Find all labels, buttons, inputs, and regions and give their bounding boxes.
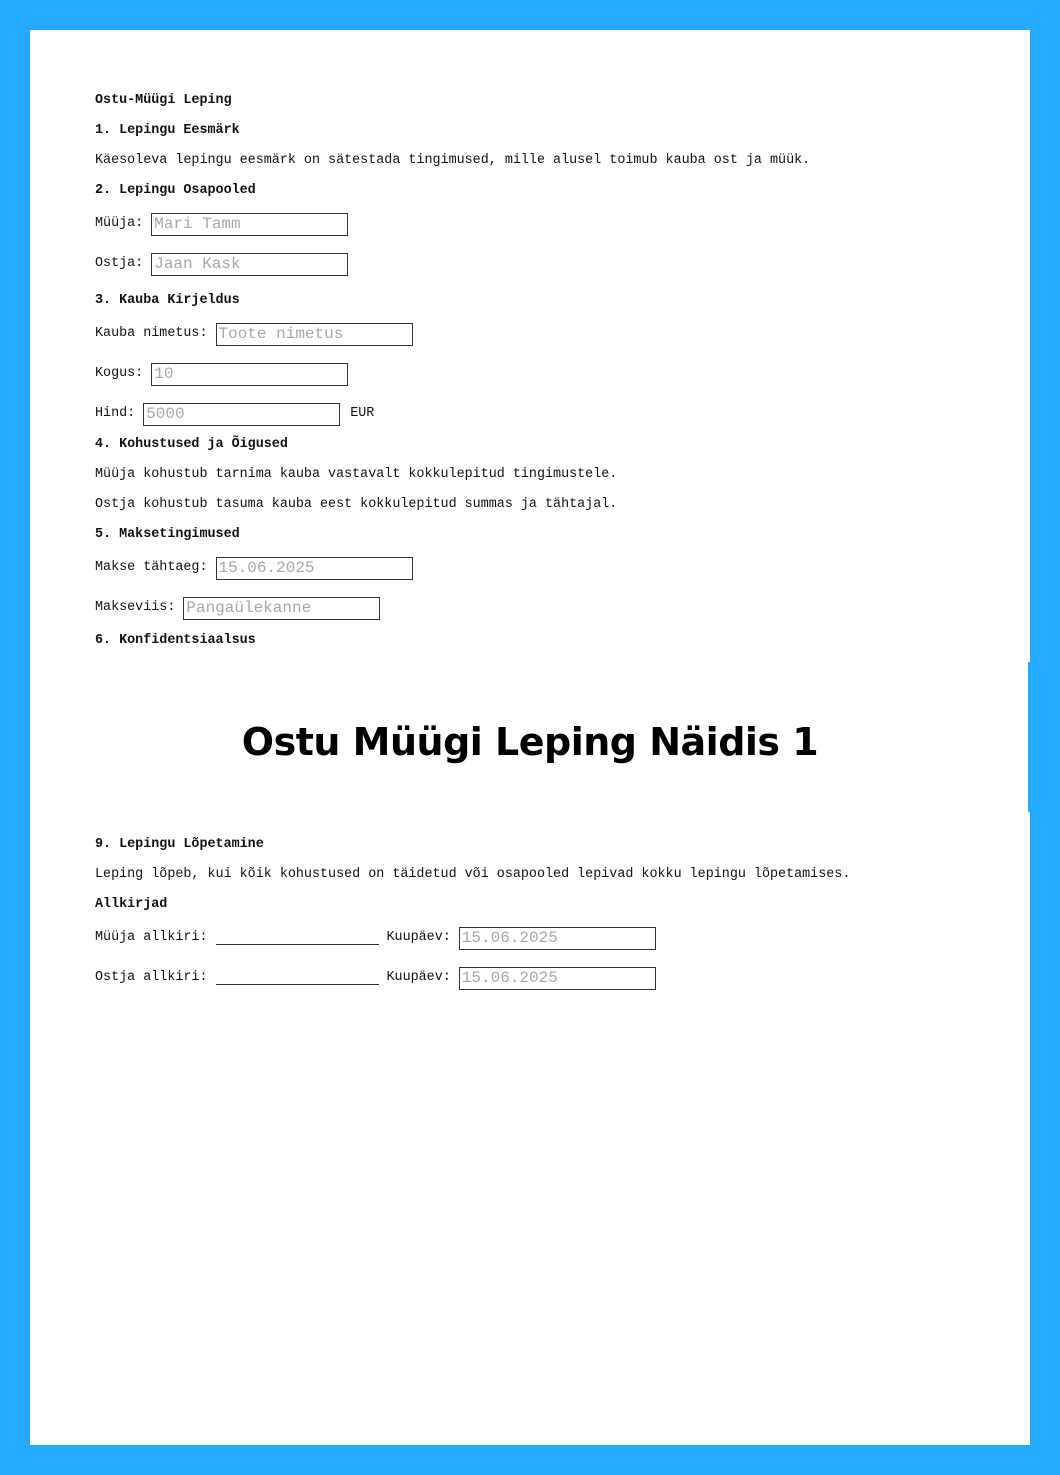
item-name-input[interactable] — [216, 323, 413, 346]
buyer-row — [95, 252, 995, 276]
buyer-signature-label: Ostja allkiri: — [95, 970, 208, 985]
seller-signature-row — [95, 926, 995, 950]
section-6-heading: 6. Konfidentsiaalsus — [95, 633, 256, 648]
price-input[interactable] — [143, 403, 340, 426]
seller-date-input[interactable] — [459, 927, 656, 950]
banner-edge — [1028, 662, 1030, 812]
price-row — [95, 402, 995, 426]
section-9-heading: 9. Lepingu Lõpetamine — [95, 837, 264, 852]
due-date-label: Makse tähtaeg: — [95, 560, 208, 575]
section-4-heading: 4. Kohustused ja Õigused — [95, 437, 288, 452]
due-date-input[interactable] — [216, 557, 413, 580]
signatures-heading: Allkirjad — [95, 897, 168, 912]
section-9-text: Leping lõpeb, kui kõik kohustused on täidetud või osapooled lepivad kokku lepingu lõpetamises. — [95, 867, 851, 882]
section-1-text: Käesoleva lepingu eesmärk on sätestada tingimused, mille alusel toimub kauba ost ja müük. — [95, 153, 811, 168]
banner-title: Ostu Müügi Leping Näidis 1 — [241, 720, 819, 764]
document-title: Ostu-Müügi Leping — [95, 93, 232, 108]
seller-input[interactable] — [151, 213, 348, 236]
section-4-text-1: Müüja kohustub tarnima kauba vastavalt kokkulepitud tingimustele. — [95, 467, 618, 482]
quantity-input[interactable] — [151, 363, 348, 386]
buyer-signature-row — [95, 966, 995, 990]
buyer-date-input[interactable] — [459, 967, 656, 990]
seller-row — [95, 212, 995, 236]
seller-signature-line[interactable] — [216, 932, 379, 945]
buyer-date-label: Kuupäev: — [386, 970, 451, 985]
section-3-heading: 3. Kauba Kirjeldus — [95, 293, 240, 308]
due-date-row — [95, 556, 995, 580]
contract-body — [95, 92, 995, 662]
item-label: Kauba nimetus: — [95, 326, 208, 341]
seller-date-label: Kuupäev: — [386, 930, 451, 945]
section-4-text-2: Ostja kohustub tasuma kauba eest kokkulepitud summas ja tähtajal. — [95, 497, 618, 512]
seller-label: Müüja: — [95, 216, 144, 231]
document-page — [30, 30, 1030, 1445]
contract-body-lower — [95, 836, 995, 1006]
title-banner — [30, 662, 1030, 812]
section-5-heading: 5. Maksetingimused — [95, 527, 240, 542]
section-2-heading: 2. Lepingu Osapooled — [95, 183, 256, 198]
quantity-label: Kogus: — [95, 366, 144, 381]
quantity-row — [95, 362, 995, 386]
section-1-heading: 1. Lepingu Eesmärk — [95, 123, 240, 138]
buyer-signature-line[interactable] — [216, 972, 379, 985]
buyer-label: Ostja: — [95, 256, 144, 271]
item-row — [95, 322, 995, 346]
payment-method-row — [95, 596, 995, 620]
price-label: Hind: — [95, 406, 136, 421]
price-unit: EUR — [350, 406, 375, 421]
payment-method-input[interactable] — [183, 597, 380, 620]
buyer-input[interactable] — [151, 253, 348, 276]
payment-method-label: Makseviis: — [95, 600, 176, 615]
seller-signature-label: Müüja allkiri: — [95, 930, 208, 945]
